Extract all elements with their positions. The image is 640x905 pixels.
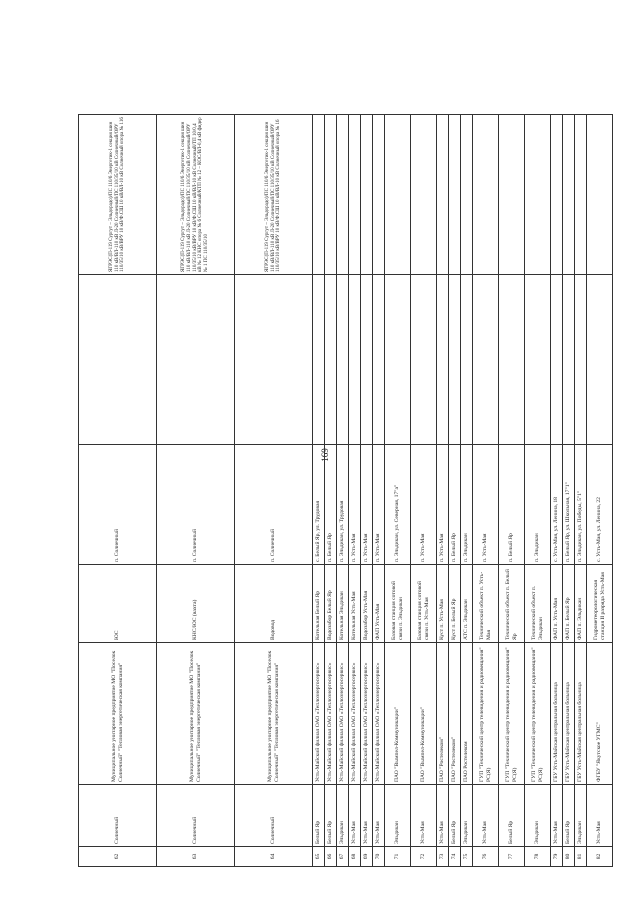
links-cell: [79, 275, 157, 445]
row-number-cell: 79: [551, 847, 563, 867]
document-page: [78, 115, 606, 867]
organization-cell: Усть-Майский филиал ОАО «Теплоэнергосервис»: [325, 643, 337, 785]
links-cell: [499, 275, 525, 445]
address-cell: п. Усть-Мая: [361, 445, 373, 565]
organization-cell: Муниципальное унитарное предприятие МО "Поселок Солнечный" "Тепловая энергетическая компания": [79, 643, 157, 785]
row-number-cell: 66: [325, 847, 337, 867]
object-cell: Куст п. Усть-Мая: [437, 565, 449, 643]
organization-cell: ГУП "Технический центр телевидения и радиовещания" РС(Я): [499, 643, 525, 785]
supply-scheme-cell: [461, 115, 473, 275]
address-cell: п. Эльдикан, ул. Трудовая: [337, 445, 349, 565]
links-cell: [575, 275, 587, 445]
table-row: [313, 115, 325, 867]
supply-scheme-cell: [587, 115, 613, 275]
row-number-cell: 68: [349, 847, 361, 867]
organization-cell: ПАО "Вымпел-Коммуникации": [385, 643, 411, 785]
table-row: [337, 115, 349, 867]
supply-scheme-cell: [325, 115, 337, 275]
supply-scheme-cell: [563, 115, 575, 275]
object-cell: Базовая станция сотовой связи п. Эльдикан: [385, 565, 411, 643]
object-cell: Куст п. Белый Яр: [449, 565, 461, 643]
locality-cell: Усть-Мая: [361, 785, 373, 847]
supply-scheme-cell: [449, 115, 461, 275]
address-cell: п. Усть-Мая: [349, 445, 361, 565]
locality-cell: Эльдикан: [575, 785, 587, 847]
row-number-cell: 70: [373, 847, 385, 867]
table-row: [551, 115, 563, 867]
table-row: [473, 115, 499, 867]
organization-cell: ГУП "Технический центр телевидения и радиовещания" РС(Я): [473, 643, 499, 785]
object-cell: Технический объект п. Эльдикан: [525, 565, 551, 643]
table-row: [235, 115, 313, 867]
supply-scheme-cell: [361, 115, 373, 275]
organization-cell: ГБУ Усть-Майская центральная больница: [563, 643, 575, 785]
table-row: [449, 115, 461, 867]
row-number-cell: 74: [449, 847, 461, 867]
locality-cell: Белый Яр: [449, 785, 461, 847]
row-number-cell: 80: [563, 847, 575, 867]
locality-cell: Усть-Мая: [473, 785, 499, 847]
organization-cell: ГБУ Усть-Майская центральная больница: [551, 643, 563, 785]
address-cell: п. Белый Яр, ул. Школьная, 17"1": [563, 445, 575, 565]
address-cell: с. Белый Яр, ул. Трудовая: [313, 445, 325, 565]
supply-scheme-cell: [313, 115, 325, 275]
links-cell: [337, 275, 349, 445]
row-number-cell: 75: [461, 847, 473, 867]
table-row: [499, 115, 525, 867]
address-cell: п. Белый Яр: [325, 445, 337, 565]
table-body: [79, 115, 613, 867]
organization-cell: Муниципальное унитарное предприятие МО "Поселок Солнечный" "Тепловая энергетическая компания": [235, 643, 313, 785]
row-number-cell: 78: [525, 847, 551, 867]
address-cell: п. Эльдикан: [461, 445, 473, 565]
locality-cell: Солнечный: [235, 785, 313, 847]
links-cell: [449, 275, 461, 445]
row-number-cell: 81: [575, 847, 587, 867]
organization-cell: ФГБУ "Якутское УГМС": [587, 643, 613, 785]
table-row: [325, 115, 337, 867]
locality-cell: Солнечный: [79, 785, 157, 847]
locality-cell: Усть-Мая: [437, 785, 449, 847]
address-cell: с. Усть-Мая, ул. Ленина, 22: [587, 445, 613, 565]
supply-scheme-cell: [575, 115, 587, 275]
object-cell: Котельная Усть-Мая: [349, 565, 361, 643]
object-cell: Гидрометеорологическая станция II разряда Усть-Мая: [587, 565, 613, 643]
organization-cell: Усть-Майский филиал ОАО «Теплоэнергосервис»: [361, 643, 373, 785]
organization-cell: Муниципальное унитарное предприятие МО "Поселок Солнечный" "Тепловая энергетическая компания": [157, 643, 235, 785]
object-cell: ЮС: [79, 565, 157, 643]
address-cell: п. Эльдикан, ул. Победы, 5"1": [575, 445, 587, 565]
address-cell: п. Белый Яр: [499, 445, 525, 565]
row-number-cell: 71: [385, 847, 411, 867]
table-row: [575, 115, 587, 867]
object-cell: Технический объект п. Белый Яр: [499, 565, 525, 643]
table-row: [361, 115, 373, 867]
locality-cell: Усть-Мая: [411, 785, 437, 847]
address-cell: п. Солнечный: [235, 445, 313, 565]
links-cell: [411, 275, 437, 445]
row-number-cell: 72: [411, 847, 437, 867]
supply-scheme-cell: [499, 115, 525, 275]
table-row: [525, 115, 551, 867]
organization-cell: ПАО "Ростелеком": [437, 643, 449, 785]
links-cell: [325, 275, 337, 445]
links-cell: [437, 275, 449, 445]
row-number-cell: 67: [337, 847, 349, 867]
locality-cell: Эльдикан: [337, 785, 349, 847]
row-number-cell: 76: [473, 847, 499, 867]
supply-scheme-cell: [337, 115, 349, 275]
organization-cell: ПАО "Ростелеком": [449, 643, 461, 785]
locality-cell: Усть-Мая: [373, 785, 385, 847]
row-number-cell: 82: [587, 847, 613, 867]
object-cell: Котельная Эльдикан: [337, 565, 349, 643]
links-cell: [385, 275, 411, 445]
supply-scheme-cell: [473, 115, 499, 275]
consumer-table: [78, 114, 613, 867]
locality-cell: Эльдикан: [385, 785, 411, 847]
locality-cell: Солнечный: [157, 785, 235, 847]
address-cell: п. Белый Яр: [449, 445, 461, 565]
locality-cell: Белый Яр: [313, 785, 325, 847]
links-cell: [525, 275, 551, 445]
locality-cell: Белый Яр: [325, 785, 337, 847]
links-cell: [461, 275, 473, 445]
rotated-table-wrapper: [78, 115, 606, 867]
address-cell: п. Эльдикан: [525, 445, 551, 565]
row-number-cell: 63: [157, 847, 235, 867]
links-cell: [373, 275, 385, 445]
supply-scheme-cell: [385, 115, 411, 275]
locality-cell: Белый Яр: [563, 785, 575, 847]
supply-scheme-cell: ЯГРЭС(П-119 Сургут – Эльдорадо)/ПС 110/6 Энергетик-1 секция шин 110 кВ/ВЛ-110 кВ Л-20 Солнечный/ПС 110/35/10 кВ Солнечный/ОРУ 110/35/10 кВ/ВРУ 10 кВ/Ф.СШ 10 кВ/ВЛ-10 кВ Солнечный опора № 116: [79, 115, 157, 275]
supply-scheme-cell: [411, 115, 437, 275]
table-row: [349, 115, 361, 867]
table-row: [587, 115, 613, 867]
organization-cell: Усть-Майский филиал ОАО «Теплоэнергосервис»: [313, 643, 325, 785]
supply-scheme-cell: ЯГРЭС(П-119 Сургут – Эльдорадо)/ПС 110/6 Энергетик-1 секция шин 110 кВ/ВЛ-110 кВ Л-20 Солнечный/ПС 110/35/10 кВ Солнечный/ОРУ 110/35/10 кВ/ВРУ 10 кВ/Ф.СШ 10 кВ/ВЛ-10 кВ Солнечный опора № 16: [235, 115, 313, 275]
organization-cell: Усть-Майский филиал ОАО «Теплоэнергосервис»: [349, 643, 361, 785]
address-cell: п. Усть-Мая: [437, 445, 449, 565]
object-cell: Базовая станция сотовой связи п. Усть-Мая: [411, 565, 437, 643]
organization-cell: Усть-Майский филиал ОАО «Теплоэнергосервис»: [373, 643, 385, 785]
organization-cell: Усть-Майский филиал ОАО «Теплоэнергосервис»: [337, 643, 349, 785]
object-cell: АТС п. Эльдикан: [461, 565, 473, 643]
table-row: [563, 115, 575, 867]
supply-scheme-cell: [349, 115, 361, 275]
table-row: [461, 115, 473, 867]
table-row: [385, 115, 411, 867]
locality-cell: Усть-Мая: [551, 785, 563, 847]
object-cell: ФАП п. Эльдикан: [575, 565, 587, 643]
row-number-cell: 64: [235, 847, 313, 867]
links-cell: [157, 275, 235, 445]
links-cell: [349, 275, 361, 445]
locality-cell: Эльдикан: [525, 785, 551, 847]
address-cell: п. Усть-Мая: [473, 445, 499, 565]
links-cell: [313, 275, 325, 445]
locality-cell: Белый Яр: [499, 785, 525, 847]
object-cell: ФАП п. Белый Яр: [563, 565, 575, 643]
table-row: [373, 115, 385, 867]
supply-scheme-cell: [437, 115, 449, 275]
organization-cell: ГБУ Усть-Майская центральная больница: [575, 643, 587, 785]
address-cell: п. Усть-Мая: [411, 445, 437, 565]
table-row: [437, 115, 449, 867]
links-cell: [235, 275, 313, 445]
organization-cell: ГУП "Технический центр телевидения и радиовещания" РС(Я): [525, 643, 551, 785]
row-number-cell: 69: [361, 847, 373, 867]
supply-scheme-cell: [551, 115, 563, 275]
object-cell: Котельная Белый Яр: [313, 565, 325, 643]
table-row: [79, 115, 157, 867]
object-cell: Водозабор Усть-Мая: [361, 565, 373, 643]
page-number-text: 169: [320, 448, 330, 462]
address-cell: с. Усть-Мая, ул. Ленина, 18: [551, 445, 563, 565]
row-number-cell: 73: [437, 847, 449, 867]
organization-cell: ПАО "Вымпел-Коммуникации": [411, 643, 437, 785]
row-number-cell: 77: [499, 847, 525, 867]
locality-cell: Усть-Мая: [349, 785, 361, 847]
address-cell: п. Эльдикан, ул. Северная, 17"а": [385, 445, 411, 565]
table-row: [411, 115, 437, 867]
links-cell: [551, 275, 563, 445]
organization-cell: ПАО Ростелеком: [461, 643, 473, 785]
object-cell: Технический объект п. Усть-Мая: [473, 565, 499, 643]
row-number-cell: 65: [313, 847, 325, 867]
object-cell: Водозабор Белый Яр: [325, 565, 337, 643]
object-cell: Водовод: [235, 565, 313, 643]
table-row: [157, 115, 235, 867]
links-cell: [361, 275, 373, 445]
object-cell: ФАП Усть-Мая: [373, 565, 385, 643]
address-cell: п. Солнечный: [79, 445, 157, 565]
locality-cell: Эльдикан: [461, 785, 473, 847]
links-cell: [563, 275, 575, 445]
supply-scheme-cell: [373, 115, 385, 275]
supply-scheme-cell: [525, 115, 551, 275]
object-cell: КНС/ЮС (вахта): [157, 565, 235, 643]
supply-scheme-cell: ЯГРЭС(П-119 Сургут – Эльдорадо)/ПС 110/6 Энергетик-1 секция шин 110 кВ/ВЛ-110 кВ Л-20 Солнечный/ПС 110/35/10 кВ Солнечный/ОРУ 110/35/10 кВ/ВРУ 10 кВ/Ф.СШ 10 кВ/ВЛ-10 кВ Солнечный/ТП 10/0,4 кВ № 12 КНС опора № 6 Солнечный/КТП № 12 – КОС/ВЛ-0,4 кВ фидер № 1 ПС 110/35/10: [157, 115, 235, 275]
address-cell: п. Усть-Мая: [373, 445, 385, 565]
object-cell: ФАП п. Усть-Мая: [551, 565, 563, 643]
address-cell: п. Солнечный: [157, 445, 235, 565]
locality-cell: Усть-Мая: [587, 785, 613, 847]
links-cell: [473, 275, 499, 445]
links-cell: [587, 275, 613, 445]
row-number-cell: 62: [79, 847, 157, 867]
